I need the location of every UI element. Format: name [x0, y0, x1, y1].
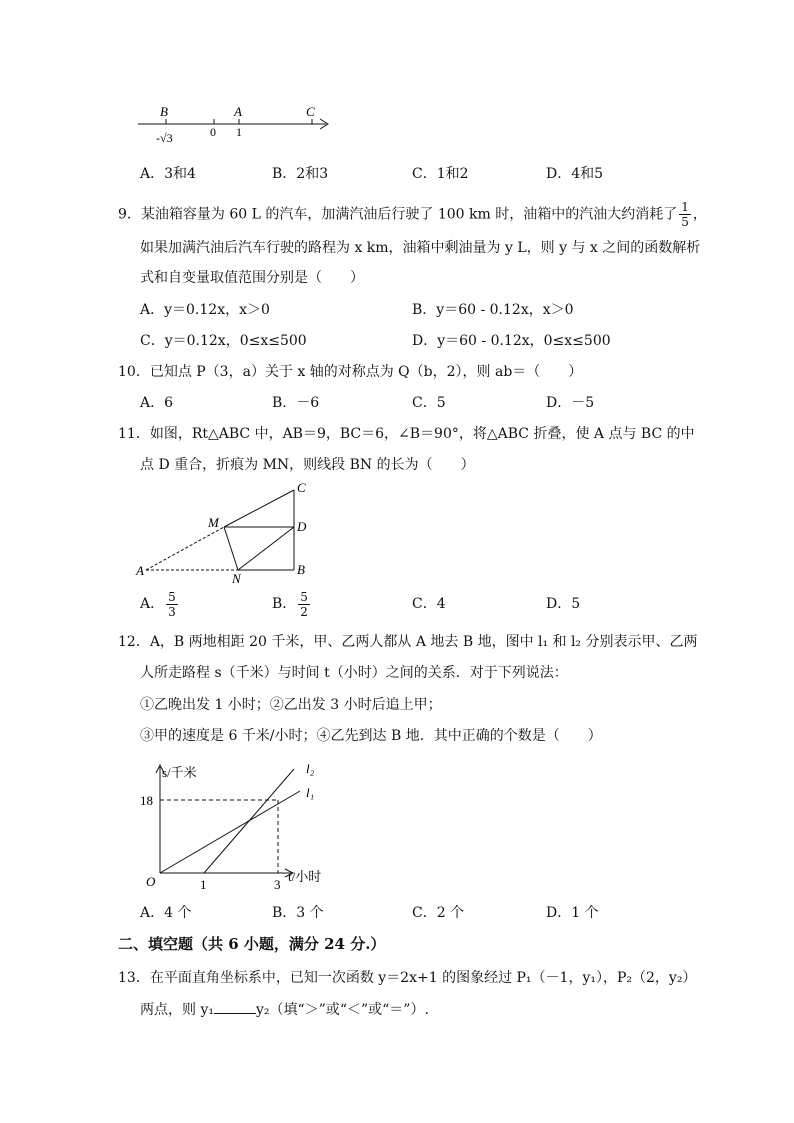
- q13-line1: 13．在平面直角坐标系中，已知一次函数 y＝2x+1 的图象经过 P₁（－1，y₁），P₂（2，y₂）: [118, 970, 697, 986]
- segment-am: [146, 527, 224, 570]
- q8-option-c: C．1和2: [412, 166, 469, 182]
- q11-option-a-den: 3: [168, 604, 176, 619]
- graph-label-l2: l₂: [306, 761, 315, 776]
- q11-option-b-num: 5: [300, 589, 308, 604]
- q10-option-c: C．5: [412, 395, 446, 411]
- graph-tick-18: 18: [140, 793, 153, 808]
- q12-line2: 人所走路程 s（千米）与时间 t（小时）之间的关系．对于下列说法：: [140, 665, 568, 681]
- q9-option-c: C．y＝0.12x，0≤x≤500: [140, 333, 307, 349]
- q8-option-d: D．4和5: [546, 166, 604, 182]
- q9-line1-text: 9．某油箱容量为 60 L 的汽车，加满汽油后行驶了 100 km 时，油箱中的汽油大约消耗了: [118, 206, 678, 223]
- label-c: C: [297, 480, 306, 495]
- q8-option-b: B．2和3: [272, 166, 329, 182]
- line-l2: [204, 769, 294, 873]
- q10-option-b: B．－6: [272, 395, 320, 411]
- q11-option-a-num: 5: [168, 589, 176, 604]
- point-label-c: C: [306, 104, 315, 119]
- q10-option-d: D．－5: [546, 395, 595, 411]
- number-line-figure: [130, 100, 340, 150]
- q11-triangle-figure: [130, 478, 320, 588]
- q12-option-c: C．2 个: [412, 905, 465, 921]
- q12-line4: ③甲的速度是 6 千米/小时；④乙先到达 B 地．其中正确的个数是（ ）: [140, 728, 602, 744]
- graph-label-l1: l₁: [306, 785, 315, 800]
- q9-fraction-den: 5: [681, 215, 689, 229]
- q9-fraction-num: 1: [681, 200, 689, 214]
- label-n: N: [232, 571, 241, 586]
- q9-line1-end: ，: [692, 206, 707, 223]
- q12-option-d: D．1 个: [546, 905, 599, 921]
- q9-option-a: A．y＝0.12x，x＞0: [140, 302, 270, 318]
- segment-mc: [224, 490, 294, 527]
- q11-option-b-den: 2: [300, 604, 308, 619]
- q12-distance-time-graph: [130, 755, 350, 895]
- q11-line1: 11．如图，Rt△ABC 中，AB＝9，BC＝6，∠B＝90°，将△ABC 折叠，使 A 点与 BC 的中: [118, 426, 695, 442]
- q13-line2-pre: 两点，则 y₁: [140, 1002, 214, 1018]
- q11-option-a-fraction: [166, 590, 178, 619]
- q11-option-a: [140, 588, 180, 620]
- point-label-b: B: [160, 104, 168, 119]
- q9-option-b: B．y＝60 - 0.12x，x＞0: [412, 302, 574, 318]
- graph-tick-1: 1: [200, 877, 207, 892]
- graph-origin: O: [146, 874, 156, 889]
- q12-line3: ①乙晚出发 1 小时；②乙出发 3 小时后追上甲；: [140, 697, 442, 713]
- q10-question: 10．已知点 P（3，a）关于 x 轴的对称点为 Q（b，2），则 ab＝（ ）: [118, 364, 583, 380]
- q11-option-b: [272, 588, 312, 620]
- q9-option-d: D．y＝60 - 0.12x，0≤x≤500: [412, 333, 611, 349]
- q11-line2: 点 D 重合，折痕为 MN，则线段 BN 的长为（ ）: [140, 457, 475, 473]
- q11-option-b-fraction: [298, 590, 310, 619]
- graph-ylabel: s/千米: [162, 765, 197, 780]
- section-title-fill-in: 二、填空题（共 6 小题，满分 24 分.）: [118, 935, 386, 953]
- q12-option-a: A．4 个: [140, 905, 192, 921]
- label-a: A: [136, 563, 144, 578]
- graph-tick-3: 3: [274, 877, 281, 892]
- q11-option-c: C．4: [412, 596, 446, 612]
- q9-line3: 式和自变量取值范围分别是（ ）: [140, 270, 364, 286]
- q13-line2-post: y₂（填“＞”或“＜”或“＝”）.: [255, 1002, 429, 1018]
- tick-label-neg-root3: -√3: [156, 131, 173, 145]
- q11-option-a-prefix: A．: [140, 596, 165, 612]
- q11-option-b-prefix: B．: [272, 596, 297, 612]
- q8-option-a: A．3和4: [140, 166, 196, 182]
- q12-option-b: B．3 个: [272, 905, 324, 921]
- tick-label-zero: 0: [210, 125, 216, 139]
- graph-xlabel: t/小时: [288, 869, 322, 884]
- line-l1: [160, 791, 300, 873]
- q11-option-d: D．5: [546, 596, 581, 612]
- label-d: D: [297, 519, 307, 534]
- label-b: B: [297, 562, 305, 577]
- point-label-a: A: [234, 104, 242, 119]
- label-m: M: [208, 515, 219, 530]
- q13-line2: [140, 999, 429, 1020]
- q12-line1: 12．A，B 两地相距 20 千米，甲、乙两人都从 A 地去 B 地，图中 l₁ 和 l₂ 分别表示甲、乙两: [118, 634, 698, 650]
- segment-mn: [224, 527, 238, 570]
- segment-nd: [238, 527, 294, 570]
- tick-label-one: 1: [236, 125, 242, 139]
- q9-line2: 如果加满汽油后汽车行驶的路程为 x km，油箱中剩油量为 y L，则 y 与 x 之间的函数解析: [140, 240, 701, 256]
- q10-option-a: A．6: [140, 395, 174, 411]
- q9-fraction: [679, 200, 691, 229]
- q9-line1: [118, 200, 707, 229]
- q13-answer-blank[interactable]: [214, 999, 256, 1014]
